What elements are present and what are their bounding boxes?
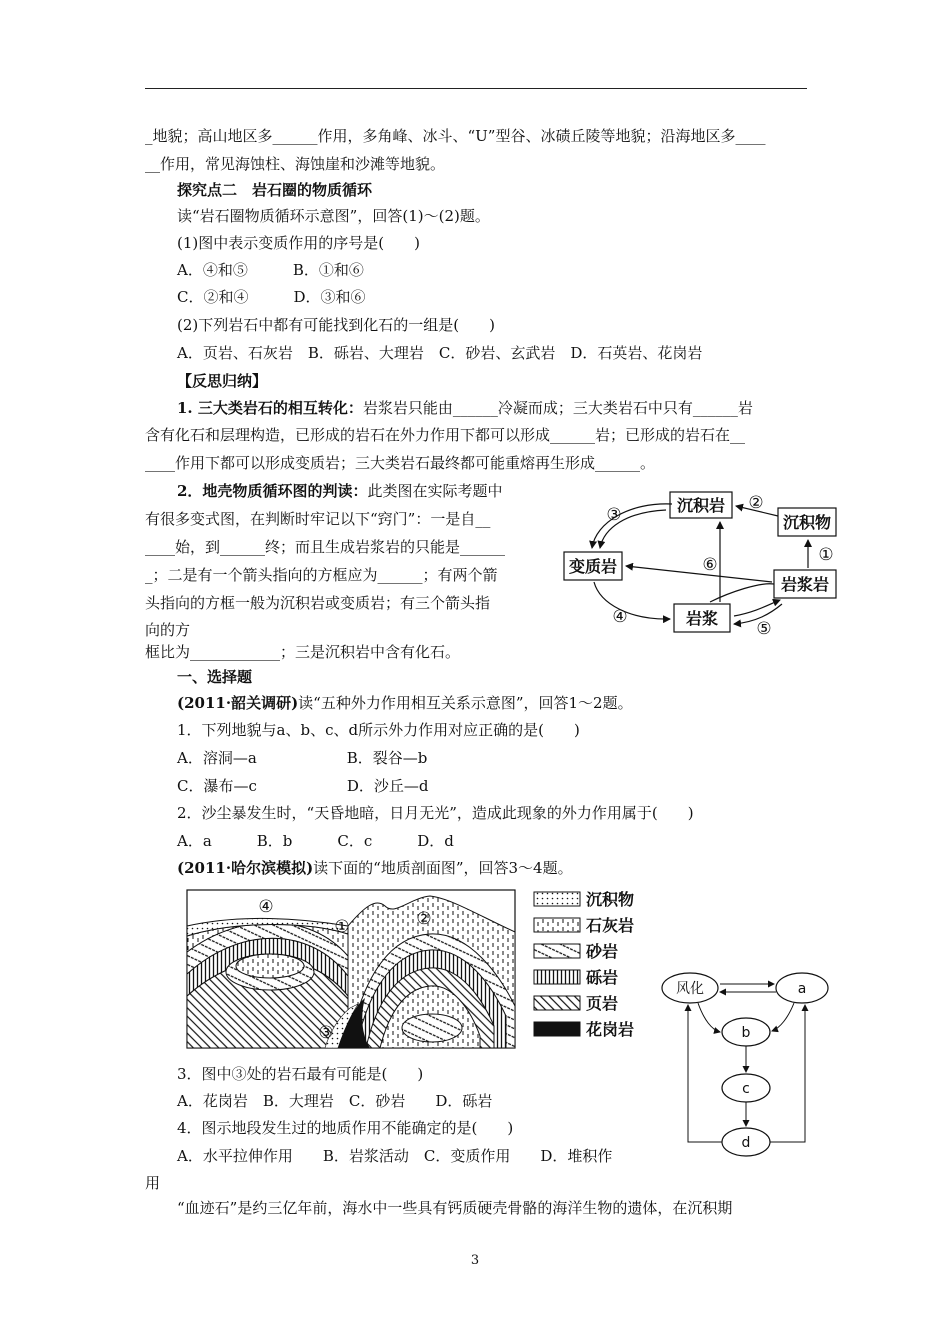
question: 2．沙尘暴发生时，“天昏地暗，日月无光”，造成此现象的外力作用属于( ) (177, 804, 694, 822)
page-number: 3 (470, 1253, 480, 1268)
legend-label: 花岗岩 (586, 1020, 635, 1039)
marker-2: ② (416, 909, 432, 929)
marker-1: ① (334, 917, 350, 937)
text-line: 有很多变式图，在判断时牢记以下“窍门”：一是自__ (145, 510, 491, 528)
label-magma: 岩浆 (685, 609, 719, 628)
text-line (177, 858, 573, 878)
question: 1．下列地貌与a、b、c、d所示外力作用对应正确的是( ) (177, 721, 580, 739)
text-line (177, 693, 633, 713)
question: 4．图示地段发生过的地质作用不能确定的是( ) (177, 1119, 514, 1137)
bold-lead: 1. 三大类岩石的相互转化： (177, 399, 363, 417)
options: C．②和④ D．③和⑥ (177, 288, 366, 306)
options: A．花岗岩 B．大理岩 C．砂岩 D．砾岩 (177, 1092, 493, 1110)
erosion-relation-diagram (660, 970, 840, 1162)
legend (534, 892, 580, 1036)
marker-6: ⑥ (702, 555, 718, 575)
legend-label: 砂岩 (586, 942, 619, 961)
label-metamorphic: 变质岩 (568, 557, 618, 576)
text-run: 岩浆岩只能由______冷凝而成；三大类岩石中只有______岩 (362, 399, 753, 417)
text-line: __作用，常见海蚀柱、海蚀崖和沙滩等地貌。 (145, 155, 446, 173)
text-line: 含有化石和层理构造，已形成的岩石在外力作用下都可以形成______岩；已形成的岩石在__ (145, 426, 746, 444)
text-line (177, 481, 502, 501)
question: 3．图中③处的岩石最有可能是( ) (177, 1065, 424, 1083)
label-weathering: 风化 (676, 981, 704, 997)
text-line: ____始，到______终；而且生成岩浆岩的只能是______ (145, 538, 506, 556)
options: A．页岩、石灰岩 B．砾岩、大理岩 C．砂岩、玄武岩 D．石英岩、花岗岩 (177, 344, 703, 362)
label-b: b (741, 1025, 751, 1041)
text-line: 向的方 (145, 621, 191, 639)
marker-3: ③ (318, 1023, 334, 1043)
label-d: d (741, 1135, 751, 1151)
text-line: 读“岩石圈物质循环示意图”，回答(1)～(2)题。 (177, 207, 490, 225)
text-line: 框比为____________；三是沉积岩中含有化石。 (145, 643, 461, 661)
marker-2: ② (748, 493, 764, 513)
options: A．溶洞—a B．裂谷—b (177, 749, 428, 767)
section-heading: 探究点二 岩石圈的物质循环 (177, 181, 373, 199)
section-heading: 【反思归纳】 (177, 372, 268, 390)
question: (1)图中表示变质作用的序号是( ) (177, 234, 420, 252)
source-tag: (2011·韶关调研) (177, 694, 299, 712)
text-run: 读下面的“地质剖面图”，回答3～4题。 (313, 859, 573, 877)
label-sediment: 沉积物 (782, 513, 832, 532)
text-line: “血迹石”是约三亿年前，海水中一些具有钙质硬壳骨骼的海洋生物的遗体，在沉积期 (177, 1199, 733, 1217)
marker-1: ① (818, 545, 834, 565)
marker-3: ③ (606, 505, 622, 525)
marker-5: ⑤ (756, 619, 772, 639)
question: (2)下列岩石中都有可能找到化石的一组是( ) (177, 316, 495, 334)
text-line: 用 (145, 1174, 161, 1192)
rock-cycle-diagram (560, 482, 850, 642)
legend-label: 页岩 (586, 994, 619, 1013)
text-line: _地貌；高山地区多______作用，多角峰、冰斗、“U”型谷、冰碛丘陵等地貌；沿海地区多____ (145, 127, 766, 145)
geologic-section-diagram (180, 886, 650, 1058)
text-line: ____作用下都可以形成变质岩；三大类岩石最终都可能重熔再生形成______。 (145, 454, 656, 472)
label-a: a (797, 981, 807, 997)
header-rule (145, 88, 807, 89)
options: A．水平拉伸作用 B．岩浆活动 C．变质作用 D．堆积作 (177, 1147, 613, 1165)
label-sediment-rock: 沉积岩 (676, 496, 726, 515)
text-run: 此类图在实际考题中 (367, 482, 503, 500)
options: C．瀑布—c D．沙丘—d (177, 777, 429, 795)
marker-4: ④ (612, 607, 628, 627)
label-c: c (742, 1081, 750, 1097)
text-line: _；二是有一个箭头指向的方框应为______；有两个箭 (145, 566, 498, 584)
label-magmatic: 岩浆岩 (780, 575, 830, 594)
legend-label: 沉积物 (586, 890, 635, 909)
legend-label: 石灰岩 (586, 916, 635, 935)
text-run: 读“五种外力作用相互关系示意图”，回答1～2题。 (298, 694, 633, 712)
text-line (177, 398, 753, 418)
options: A．a B．b C．c D．d (177, 832, 454, 850)
section-heading: 一、选择题 (177, 668, 253, 686)
legend-label: 砾岩 (586, 968, 619, 987)
source-tag: (2011·哈尔滨模拟) (177, 859, 314, 877)
options: A．④和⑤ B．①和⑥ (177, 261, 364, 279)
marker-4: ④ (258, 897, 274, 917)
text-line: 头指向的方框一般为沉积岩或变质岩；有三个箭头指 (145, 594, 491, 612)
bold-lead: 2．地壳物质循环图的判读： (177, 482, 368, 500)
